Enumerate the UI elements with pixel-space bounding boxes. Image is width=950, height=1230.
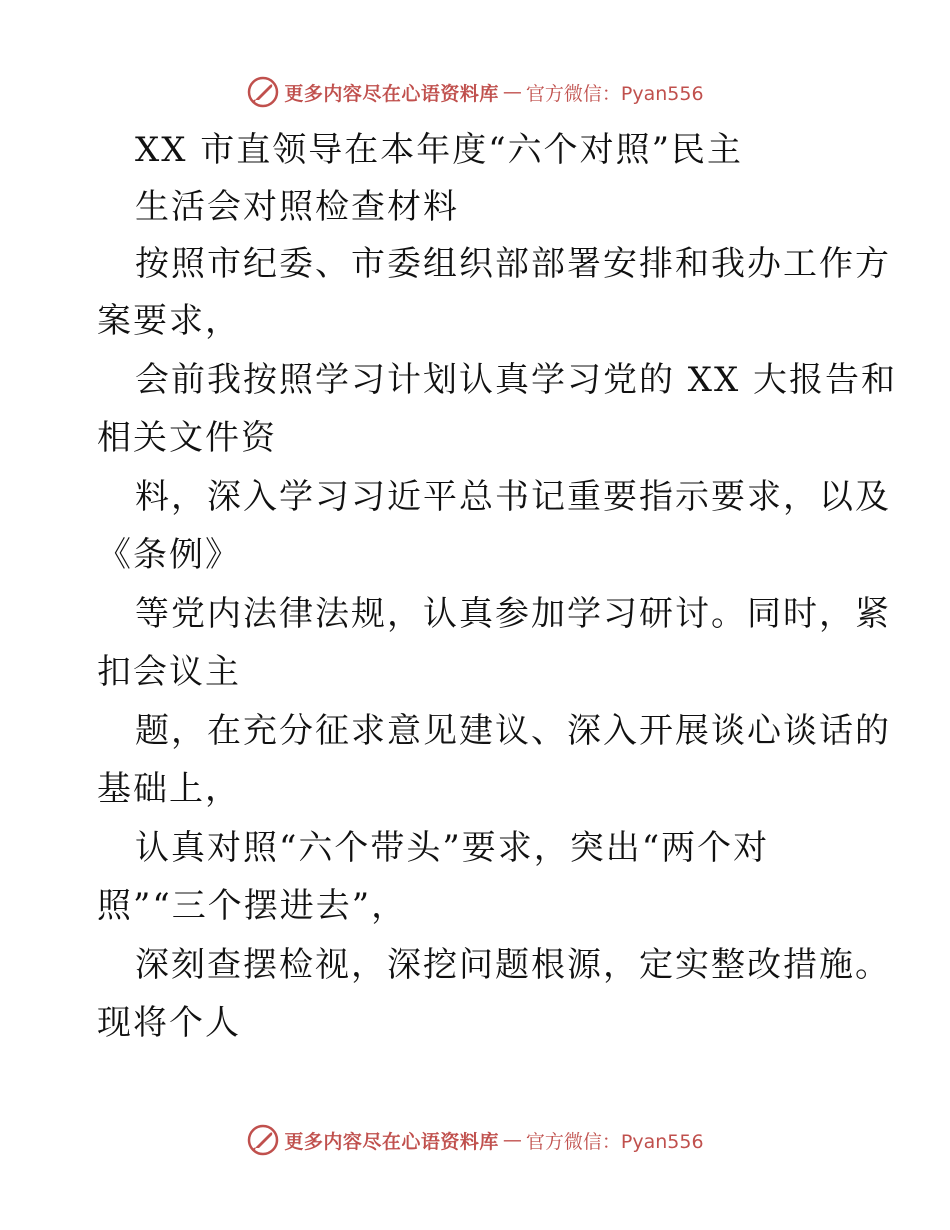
paragraph-line: 等党内法律法规，认真参加学习研讨。同时，紧 bbox=[135, 594, 891, 634]
paragraph-line: 案要求， bbox=[97, 301, 241, 341]
paragraph-line: 按照市纪委、市委组织部部署安排和我办工作方 bbox=[135, 244, 891, 284]
paragraph-line: 会前我按照学习计划认真学习党的 XX 大报告和 bbox=[135, 360, 898, 400]
watermark-separator: — bbox=[502, 1129, 522, 1151]
paragraph-line: 现将个人 bbox=[97, 1003, 241, 1043]
paragraph-line: 认真对照“六个带头”要求，突出“两个对 bbox=[135, 828, 770, 868]
paragraph-line: 《条例》 bbox=[97, 535, 241, 575]
paragraph-line: 料，深入学习习近平总书记重要指示要求，以及 bbox=[135, 477, 891, 517]
paragraph-line: 基础上， bbox=[97, 769, 241, 809]
watermark-wechat-text: 官方微信：Pyan556 bbox=[525, 82, 704, 105]
footer-watermark bbox=[0, 1120, 950, 1160]
feather-pen-logo-icon bbox=[246, 75, 280, 109]
paragraph-line: 扣会议主 bbox=[97, 652, 241, 692]
paragraph-line: 照”“三个摆进去”， bbox=[97, 886, 408, 926]
paragraph-line: 题，在充分征求意见建议、深入开展谈心谈话的 bbox=[135, 711, 891, 751]
header-watermark bbox=[0, 72, 950, 112]
document-title-line-1: XX 市直领导在本年度“六个对照”民主 bbox=[135, 130, 743, 170]
paragraph-line: 相关文件资 bbox=[97, 418, 277, 458]
feather-pen-logo-icon bbox=[246, 1123, 280, 1157]
watermark-wechat-text: 官方微信：Pyan556 bbox=[525, 1130, 704, 1153]
paragraph-line: 深刻查摆检视，深挖问题根源，定实整改措施。 bbox=[135, 945, 891, 985]
document-title-line-2: 生活会对照检查材料 bbox=[135, 187, 459, 227]
watermark-main-text: 更多内容尽在心语资料库 bbox=[284, 1130, 499, 1153]
watermark-main-text: 更多内容尽在心语资料库 bbox=[284, 82, 499, 105]
watermark-separator: — bbox=[502, 81, 522, 103]
